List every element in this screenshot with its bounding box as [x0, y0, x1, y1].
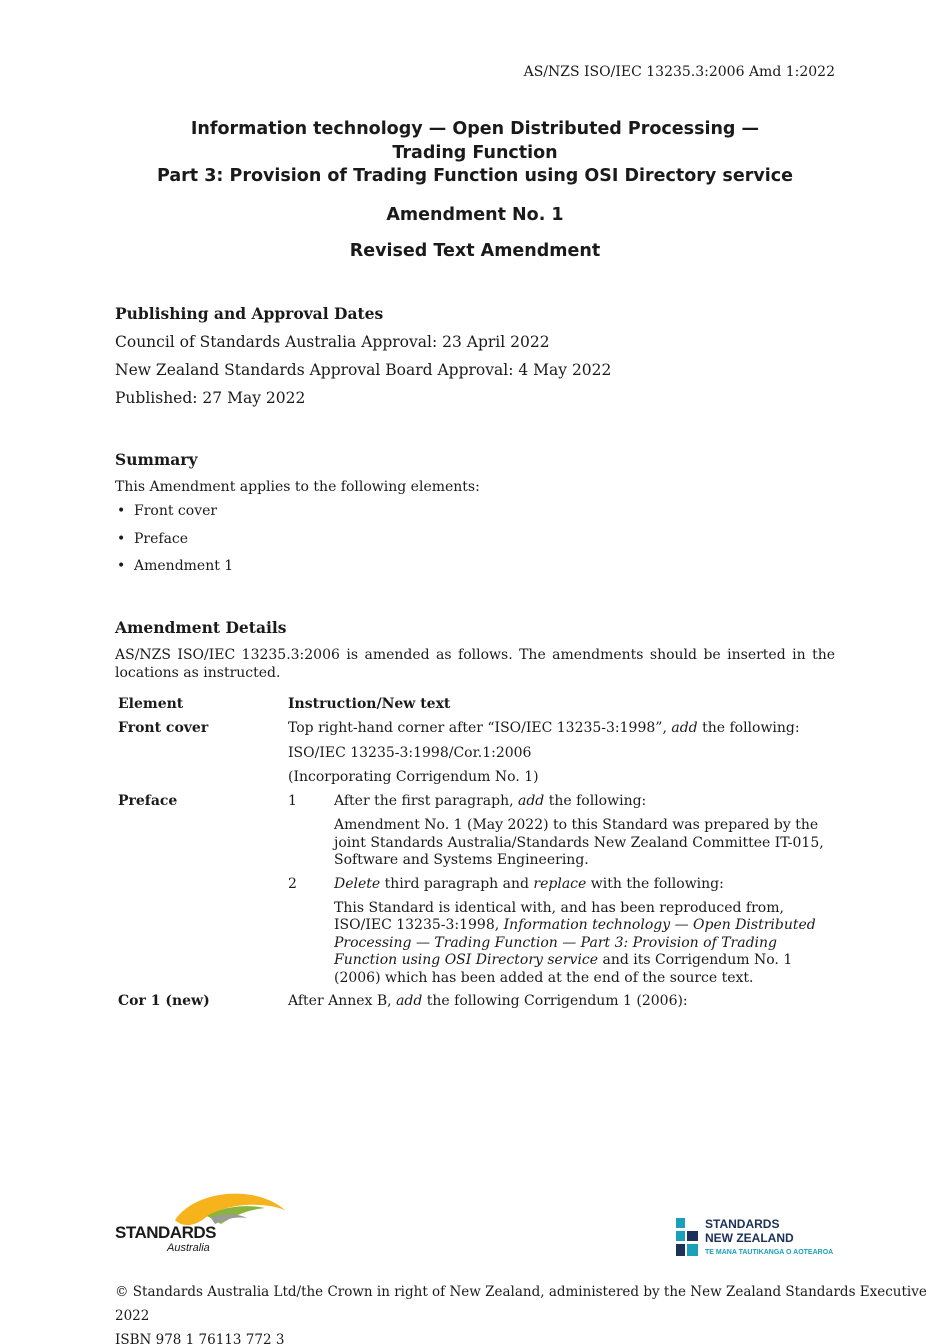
cor-reference: ISO/IEC 13235-3:1998/Cor.1:2006 [288, 744, 532, 761]
summary-section [115, 450, 835, 586]
revised-text-label: Revised Text Amendment [349, 240, 601, 261]
logo-block-navy [676, 1244, 685, 1256]
svg-text:STANDARDS: STANDARDS [115, 1223, 216, 1242]
svg-text:NEW ZEALAND: NEW ZEALAND [705, 1231, 794, 1245]
standards-new-zealand-logo [676, 1216, 841, 1260]
standards-australia-logo [115, 1188, 290, 1254]
logo-block-teal [687, 1244, 698, 1256]
element-front-cover: Front cover [118, 720, 209, 736]
svg-text:STANDARDS: STANDARDS [705, 1217, 780, 1231]
details-heading: Amendment Details [115, 618, 287, 637]
approval-line: Council of Standards Australia Approval: 23 April 2022 [115, 333, 550, 351]
element-preface: Preface [118, 793, 178, 809]
incorporating-note: (Incorporating Corrigendum No. 1) [288, 769, 539, 785]
logo-block-navy [687, 1231, 698, 1241]
bullet-icon: • [117, 503, 126, 519]
new-text-block: This Standard is identical with, and has been reproduced from, ISO/IEC 13235-3:1998, Information technology — Open Distributed Processing — Trading Function — Part 3: Provision of Trading Function using OSI Directory service and its Corrigendum No. 1 (2006) which has been added at the end of the source text. [334, 899, 816, 986]
amendment-number: Amendment No. 1 [386, 204, 564, 225]
new-text-block: Amendment No. 1 (May 2022) to this Standard was prepared by the joint Standards Australia/Standards New Zealand Committee IT-015, Software and Systems Engineering. [334, 817, 824, 868]
publishing-heading: Publishing and Approval Dates [115, 304, 384, 323]
title-block [115, 118, 835, 261]
summary-list [115, 503, 835, 586]
table-row-front-cover [118, 720, 838, 793]
svg-text:Australia: Australia [167, 1242, 210, 1254]
logo-block-teal [676, 1231, 685, 1241]
table-row-cor1: Cor 1 (new) After Annex B, add the following Corrigendum 1 (2006): [118, 993, 688, 1009]
instruction-line: Top right-hand corner after “ISO/IEC 13235-3:1998”, add the following: [288, 720, 800, 736]
published-line: Published: 27 May 2022 [115, 389, 306, 407]
title-line-2: Trading Function [392, 142, 558, 163]
bullet-icon: • [117, 558, 126, 574]
bullet-icon: • [117, 530, 126, 547]
title-line-3: Part 3: Provision of Trading Function using OSI Directory service [156, 166, 793, 186]
publishing-section [115, 304, 835, 407]
copyright-line: © Standards Australia Ltd/the Crown in right of New Zealand, administered by the New Zealand Standards Executive 2022 [115, 1284, 927, 1324]
logo-block-teal [676, 1218, 685, 1228]
footer [115, 1280, 950, 1344]
table-header-row [118, 696, 838, 720]
details-paragraph: AS/NZS ISO/IEC 13235.3:2006 is amended as follows. The amendments should be inserted in the locations as instructed. [115, 647, 835, 681]
instruction-item-1: 1 After the first paragraph, add the following: [288, 793, 647, 809]
col-header-instruction: Instruction/New text [288, 696, 451, 712]
amendment-table [118, 696, 838, 1011]
summary-heading: Summary [115, 450, 198, 469]
svg-text:TE MANA TAUTIKANGA O AOTEAROA: TE MANA TAUTIKANGA O AOTEAROA [705, 1249, 834, 1256]
summary-intro: This Amendment applies to the following elements: [115, 479, 480, 495]
list-item: • Front cover [117, 503, 218, 519]
isbn-line: ISBN 978 1 76113 772 3 [115, 1332, 285, 1344]
list-item: • Amendment 1 [117, 558, 234, 574]
table-row-preface [118, 793, 838, 987]
list-item: • Preface [117, 530, 189, 547]
col-header-element: Element [118, 696, 184, 712]
title-line-1: Information technology — Open Distributed Processing — [190, 119, 760, 139]
details-section [115, 618, 835, 682]
element-cor1: Cor 1 (new) [118, 993, 210, 1009]
approval-line: New Zealand Standards Approval Board Approval: 4 May 2022 [115, 361, 612, 379]
instruction-item-2: 2 Delete third paragraph and replace with the following: [288, 875, 724, 892]
document-reference: AS/NZS ISO/IEC 13235.3:2006 Amd 1:2022 [523, 64, 835, 80]
